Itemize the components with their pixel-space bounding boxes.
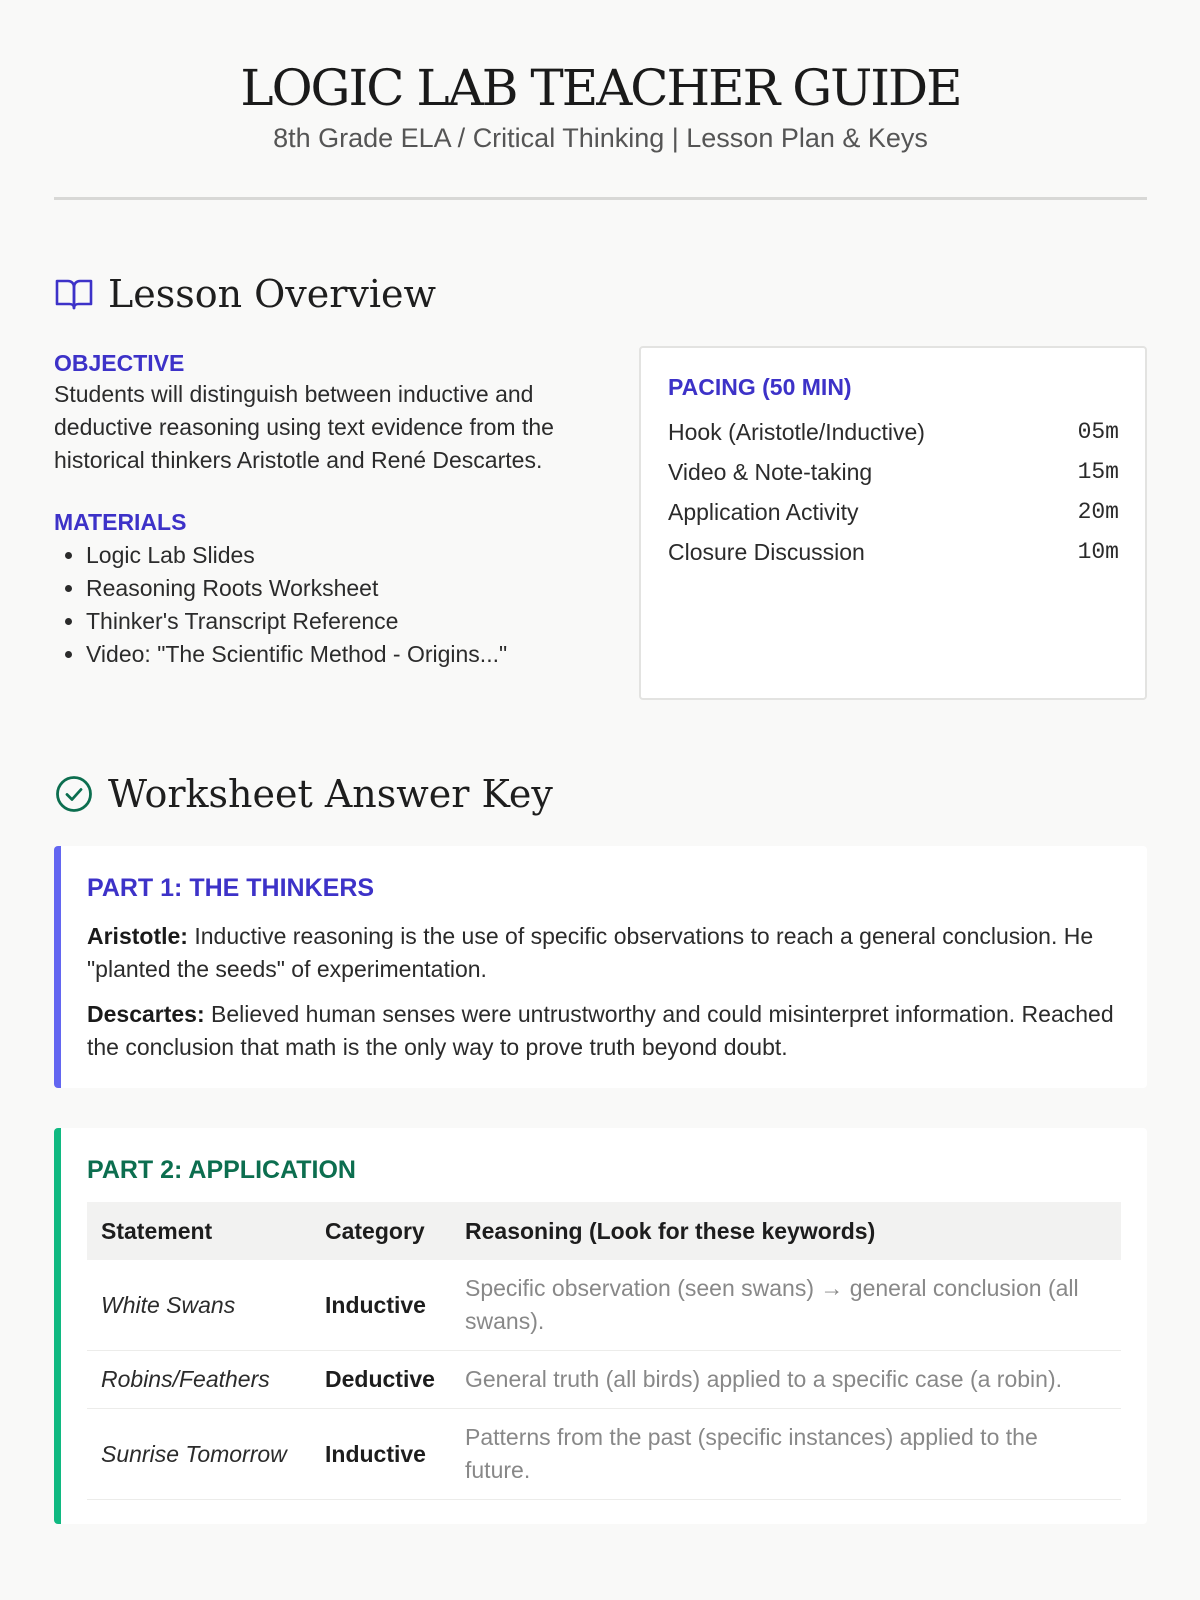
objective-label: OBJECTIVE <box>54 350 185 376</box>
document-title: LOGIC LAB TEACHER GUIDE <box>240 59 961 117</box>
thinker-entry <box>87 920 1121 986</box>
category-cell: Deductive <box>311 1351 451 1409</box>
thinker-entry <box>87 998 1121 1064</box>
table-row <box>87 1409 1121 1500</box>
statement-cell: White Swans <box>87 1260 311 1351</box>
part2-title: PART 2: APPLICATION <box>87 1156 356 1184</box>
objective-text: Students will distinguish between inductive and deductive reasoning using text evidence from the historical thinkers Aristotle and René Descartes. <box>54 381 554 473</box>
application-table <box>87 1202 1121 1500</box>
document-subtitle: 8th Grade ELA / Critical Thinking | Lesson Plan & Keys <box>273 123 928 153</box>
statement-cell: Sunrise Tomorrow <box>87 1409 311 1500</box>
pacing-row <box>668 492 1119 532</box>
column-header-reasoning: Reasoning (Look for these keywords) <box>451 1202 1121 1260</box>
materials-item: • Reasoning Roots Worksheet <box>86 572 574 605</box>
teacher-guide-page <box>54 0 1147 1524</box>
thinker-name: Descartes: <box>87 1001 205 1027</box>
reasoning-cell: General truth (all birds) applied to a specific case (a robin). <box>451 1351 1121 1409</box>
materials-item: • Logic Lab Slides <box>86 539 574 572</box>
thinker-text: Believed human senses were untrustworthy and could misinterpret information. Reached the conclusion that math is the only way to prove truth beyond doubt. <box>87 1001 1114 1060</box>
answer-key-heading <box>54 770 1147 818</box>
lesson-overview-heading <box>54 270 1147 318</box>
table-row <box>87 1260 1121 1351</box>
pacing-activity: Closure Discussion <box>668 539 865 565</box>
thinker-name: Aristotle: <box>87 923 188 949</box>
table-header-row <box>87 1202 1121 1260</box>
thinker-text: Inductive reasoning is the use of specific observations to reach a general conclusion. He "planted the seeds" of experimentation. <box>87 923 1094 982</box>
materials-item: • Thinker's Transcript Reference <box>86 605 574 638</box>
pacing-activity: Hook (Aristotle/Inductive) <box>668 419 925 445</box>
pacing-activity: Video & Note-taking <box>668 459 873 485</box>
materials-list <box>54 539 574 671</box>
reasoning-cell: Patterns from the past (specific instances) applied to the future. <box>451 1409 1121 1500</box>
reasoning-cell: Specific observation (seen swans) → general conclusion (all swans). <box>451 1260 1121 1351</box>
pacing-row <box>668 452 1119 492</box>
category-cell: Inductive <box>311 1260 451 1351</box>
category-cell: Inductive <box>311 1409 451 1500</box>
pacing-list <box>668 412 1119 572</box>
header-divider <box>54 197 1147 200</box>
part1-title: PART 1: THE THINKERS <box>87 874 375 902</box>
materials-label: MATERIALS <box>54 509 187 535</box>
lesson-overview-body <box>54 348 1147 700</box>
statement-cell: Robins/Feathers <box>87 1351 311 1409</box>
materials-item: • Video: "The Scientific Method - Origins..." <box>86 638 574 671</box>
pacing-minutes: 20m <box>1077 499 1119 525</box>
overview-left-column <box>54 348 574 700</box>
check-circle-icon <box>54 774 94 814</box>
table-row <box>87 1351 1121 1409</box>
part2-card <box>54 1128 1147 1524</box>
answer-key-title: Worksheet Answer Key <box>108 772 553 816</box>
pacing-row <box>668 532 1119 572</box>
pacing-minutes: 10m <box>1077 539 1119 565</box>
pacing-card <box>639 346 1147 700</box>
pacing-activity: Application Activity <box>668 499 859 525</box>
pacing-row <box>668 412 1119 452</box>
part1-card <box>54 846 1147 1088</box>
pacing-minutes: 05m <box>1077 419 1119 445</box>
book-icon <box>54 274 94 314</box>
pacing-label: PACING (50 MIN) <box>668 374 852 400</box>
lesson-overview-title: Lesson Overview <box>108 272 437 316</box>
column-header-statement: Statement <box>87 1202 311 1260</box>
column-header-category: Category <box>311 1202 451 1260</box>
pacing-minutes: 15m <box>1077 459 1119 485</box>
